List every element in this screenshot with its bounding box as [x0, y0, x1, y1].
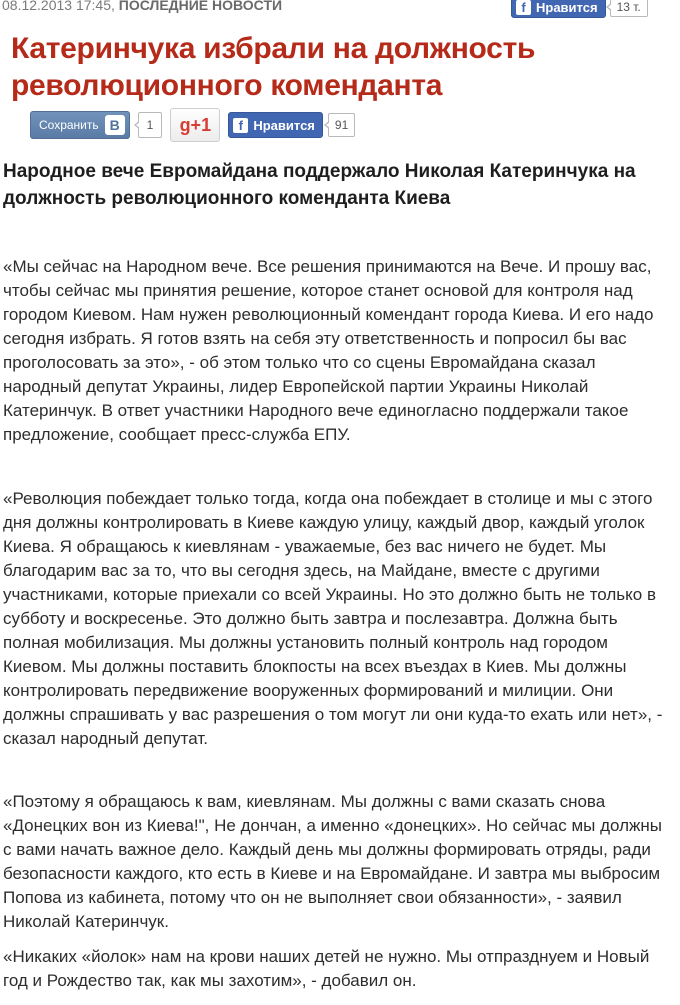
top-bar — [0, 0, 680, 22]
article-paragraph-2: «Революция побеждает только тогда, когда она побеждает в столице и мы с этого дня должны контролировать в Киеве каждую улицу, каждый двор, каждый уголок Киева. Я обращаюсь к киевлянам - уважаемые, без вас ничего не будет. Мы благодарим вас за то, что вы сегодня здесь, на Майдане, вместе с другими участниками, которые приехали со всей Украины. Но это должно быть не только в субботу и воскресенье. Это должно быть завтра и послезавтра. Должна быть полная мобилизация. Мы должны установить полный контроль над городом Киевом. Мы должны поставить блокпосты на всех въездах в Киев. Мы должны контролировать передвижение вооруженных формирований и милиции. Они должны спрашивать у вас разрешения о том могут ли они куда-то ехать или нет», - сказал народный депутат. — [3, 489, 663, 748]
facebook-like-widget — [228, 112, 355, 138]
google-plus-button[interactable] — [170, 108, 220, 142]
google-plus-icon: g+1 — [179, 114, 212, 135]
article-paragraph-4: «Никаких «йолок» нам на крови наших детей не нужно. Мы отпразднуем и Новый год и Рождество так, как мы захотим», - добавил он. — [3, 947, 650, 990]
facebook-like-label: Нравится — [253, 117, 315, 133]
top-facebook-like — [511, 0, 648, 18]
article-paragraph-3: «Поэтому я обращаюсь к вам, киевлянам. Мы должны с вами сказать снова «Донецких вон из Киева!", Не дончан, а именно «донецких». Но сейчас мы должны с вами начать важное дело. Каждый день мы должны формировать отряды, ради безопасности каждого, кто есть в Киеве и на Евромайдане. И завтра мы выбросим Попова из кабинета, потому что он не выполняет свои обязанности», - заявил Николай Катеринчук. — [3, 792, 662, 931]
section-link[interactable]: ПОСЛЕДНИЕ НОВОСТИ — [118, 0, 283, 13]
facebook-f-icon: f — [516, 0, 531, 15]
vk-share-count: 1 — [138, 112, 163, 138]
article-meta — [2, 0, 282, 13]
top-facebook-like-button[interactable] — [511, 0, 606, 18]
article-paragraph-1: «Мы сейчас на Народном вече. Все решения принимаются на Вече. И прошу вас, чтобы сейчас мы принятия решение, которое станет основой для контроля над городом Киевом. Нам нужен революционный комендант города Киева. И его надо сегодня избрать. Я готов взять на себя эту ответственность и попросил бы вас проголосовать за это», - об этом только что со сцены Евромайдана сказал народный депутат Украины, лидер Европейской партии Украины Николай Катеринчук. В ответ участники Народного вече единогласно поддержали такое предложение, сообщает пресс-служба ЕПУ. — [3, 257, 654, 444]
top-facebook-like-count: 13 т. — [610, 0, 648, 17]
article-lead: Народное вече Евромайдана поддержало Николая Катеринчука на должность революционного коменданта Киева — [3, 161, 636, 209]
facebook-like-button[interactable] — [228, 112, 323, 138]
article-datetime: 08.12.2013 17:45 — [2, 0, 111, 13]
article-title: Катеринчука избрали на должность революционного коменданта — [11, 32, 536, 102]
vk-save-label: Сохранить — [39, 118, 99, 132]
vk-save-button[interactable] — [30, 111, 130, 139]
facebook-like-count: 91 — [328, 113, 355, 137]
meta-separator: , — [111, 0, 119, 13]
share-bar — [30, 108, 355, 142]
top-facebook-like-label: Нравится — [536, 0, 598, 15]
vk-logo-icon: В — [105, 115, 125, 135]
facebook-f-icon: f — [233, 118, 248, 133]
